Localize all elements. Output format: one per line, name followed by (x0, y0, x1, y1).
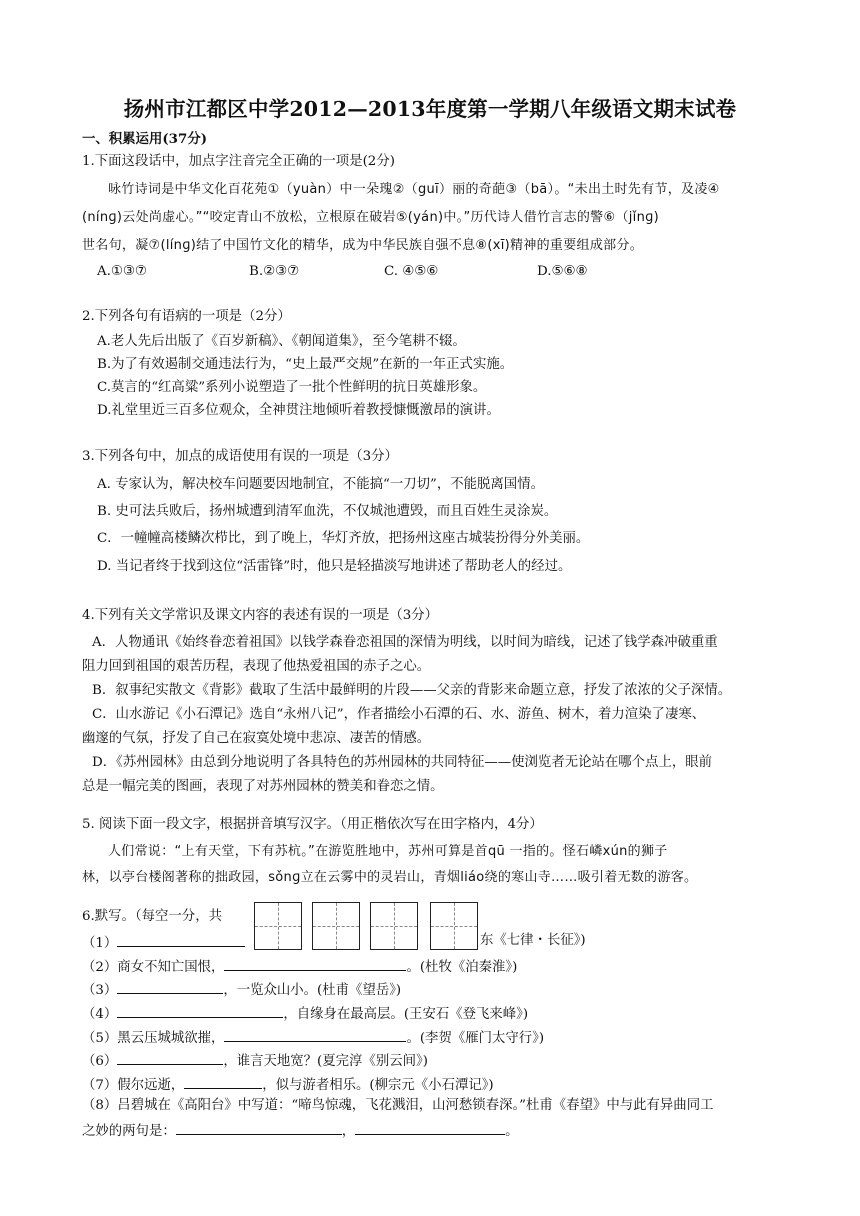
q6-line-2 (82, 956, 517, 977)
q4-line: C．山水游记《小石潭记》选自“永州八记”，作者描绘小石潭的石、水、游鱼、树木，着力渲染了凄寒、 (92, 707, 706, 722)
q2-option-c: C.莫言的“红高粱”系列小说塑造了一批个性鲜明的抗日英雄形象。 (97, 380, 487, 395)
q1-option-d: D.⑤⑥⑧ (537, 264, 588, 279)
q4-line: B．叙事纪实散文《背影》截取了生活中最鲜明的片段——父亲的背影来命题立意，抒发了浓浓的父子深情。 (92, 683, 732, 698)
q1-passage-line3: 世名句，凝⑦(línɡ)结了中国竹文化的精华，成为中华民族自强不息⑧(xī)精神的重要组成部分。 (82, 238, 644, 253)
tianzige-box[interactable] (312, 902, 360, 950)
tianzige-box[interactable] (430, 902, 478, 950)
q4-stem: 4.下列有关文学常识及课文内容的表述有误的一项是（3分） (82, 608, 439, 623)
q6-line-8b (82, 1120, 519, 1141)
q6-line-1 (82, 932, 245, 953)
q6-item-text: （7）假尔远逝， (82, 1078, 185, 1093)
section-heading: 一、积累运用(37分) (82, 131, 208, 147)
q6-item-number: （6） (82, 1054, 118, 1069)
q6-item-source: 。(李贺《雁门太守行》) (406, 1031, 545, 1046)
q4-line: 总是一幅完美的图画，表现了对苏州园林的赞美和眷恋之情。 (82, 779, 444, 794)
q6-line-4 (82, 1003, 528, 1024)
q3-option-a: A. 专家认为，解决校车问题要因地制宜，不能搞“一刀切”，不能脱离国情。 (97, 477, 544, 492)
answer-blank[interactable] (117, 1003, 283, 1018)
q5-passage-line2: 林，以亭台楼阁著称的拙政园，sǒnɡ立在云雾中的灵岩山，青烟liáo绕的寒山寺……吸引着无数的游客。 (82, 870, 698, 885)
q5-stem: 5. 阅读下面一段文字，根据拼音填写汉字。（用正楷依次写在田字格内，4分） (82, 817, 543, 832)
q6-item-text: （2）商女不知亡国恨， (82, 960, 225, 975)
q6-line-8: （8）吕碧城在《高阳台》中写道：“啼鸟惊魂，飞花溅泪，山河愁锁春深。”杜甫《春望》中与此有异曲同工 (82, 1098, 714, 1113)
q6-item-source: 。(杜牧《泊秦淮》) (406, 960, 518, 975)
q6-stem: 6.默写。（每空一分，共 (82, 909, 222, 924)
q6-item-text: （5）黑云压城城欲摧， (82, 1031, 225, 1046)
answer-blank[interactable] (224, 1027, 406, 1042)
q6-item-source: ，一览众山小。(杜甫《望岳》) (223, 983, 402, 998)
q6-item-number: （3） (82, 983, 118, 998)
q3-option-d: D. 当记者终于找到这位“活雷锋”时，他只是轻描淡写地讲述了帮助老人的经过。 (97, 559, 572, 574)
q2-stem: 2.下列各句有语病的一项是（2分） (82, 309, 291, 324)
q1-passage-line2: (nínɡ)云处尚虚心。”“咬定青山不放松，立根原在破岩⑤(yán)中。”历代诗人借竹言志的警⑥（jǐnɡ) (82, 210, 660, 225)
q5-passage-line1: 人们常说：“上有天堂，下有苏杭。”在游览胜地中，苏州可算是首qū 一指的。怪石嶙xún的狮子 (108, 844, 668, 859)
q3-option-b: B. 史可法兵败后，扬州城遭到清军血洗，不仅城池遭毁，而且百姓生灵涂炭。 (97, 504, 558, 519)
q2-option-d: D.礼堂里近三百多位观众，全神贯注地倾听着教授慷慨激昂的演讲。 (97, 403, 500, 418)
q6-line-7 (82, 1074, 494, 1095)
tianzige-box[interactable] (254, 902, 302, 950)
q6-comma: ， (341, 1124, 356, 1139)
q1-option-c: C. ④⑤⑥ (384, 264, 439, 279)
answer-blank[interactable] (184, 1074, 262, 1089)
q1-passage-line1: 咏竹诗词是中华文化百花苑①（yuàn）中一朵瑰②（guī）丽的奇葩③（bā）。“未出土时先有节，及凌④ (108, 182, 720, 197)
q4-line: 幽邃的气氛，抒发了自己在寂寞处境中悲凉、凄苦的情感。 (82, 731, 431, 746)
q6-line-5 (82, 1027, 544, 1048)
q2-option-a: A.老人先后出版了《百岁新稿》、《朝闻道集》，至今笔耕不辍。 (97, 334, 466, 349)
q1-option-a: A.①③⑦ (97, 264, 147, 279)
q6-item-source: ，谁言天地宽？(夏完淳《别云间》) (223, 1054, 428, 1069)
q6-line-1-source: 东《七律・长征》) (480, 933, 586, 948)
answer-blank[interactable] (355, 1120, 505, 1135)
tianzige-box[interactable] (370, 902, 418, 950)
q6-line-6 (82, 1050, 428, 1071)
q6-item-source: ，自缘身在最高层。(王安石《登飞来峰》) (283, 1007, 529, 1022)
q3-option-c: C．一幢幢高楼鳞次栉比，到了晚上，华灯齐放，把扬州这座古城装扮得分外美丽。 (97, 531, 590, 546)
q6-period: 。 (505, 1124, 519, 1139)
q6-item-source: ，似与游者相乐。(柳宗元《小石潭记》) (262, 1078, 494, 1093)
answer-blank[interactable] (176, 1120, 342, 1135)
q6-line-3 (82, 979, 401, 1000)
q4-line: 阻力回到祖国的艰苦历程，表现了他热爱祖国的赤子之心。 (82, 659, 431, 674)
q3-stem: 3.下列各句中，加点的成语使用有误的一项是（3分） (82, 449, 398, 464)
q1-stem: 1.下面这段话中，加点字注音完全正确的一项是(2分) (82, 154, 395, 169)
answer-blank[interactable] (117, 1050, 223, 1065)
q2-option-b: B.为了有效遏制交通违法行为，“史上最严交规”在新的一年正式实施。 (97, 357, 514, 372)
answer-blank[interactable] (117, 979, 223, 994)
q4-line: A．人物通讯《始终眷恋着祖国》以钱学森眷恋祖国的深情为明线，以时间为暗线，记述了钱学森冲破重重 (92, 635, 718, 650)
q4-line: D．《苏州园林》由总到分地说明了各具特色的苏州园林的共同特征——使浏览者无论站在哪个点上，眼前 (92, 755, 713, 770)
answer-blank[interactable] (224, 956, 406, 971)
q6-item-number: （4） (82, 1007, 118, 1022)
answer-blank[interactable] (117, 932, 245, 947)
q6-item-text: 之妙的两句是： (82, 1124, 176, 1139)
page-title: 扬州市江都区中学2012—2013年度第一学期八年级语文期末试卷 (123, 97, 737, 121)
q1-option-b: B.②③⑦ (249, 264, 300, 279)
q6-item-number: （1） (82, 936, 118, 951)
